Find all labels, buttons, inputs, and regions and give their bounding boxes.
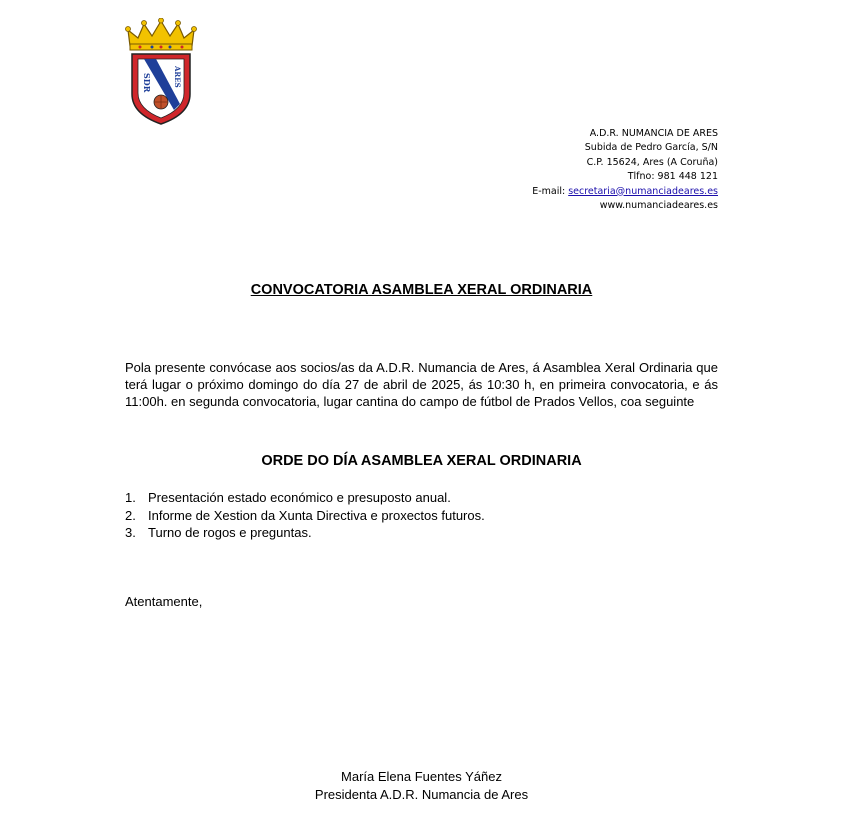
club-address: Subida de Pedro García, S/N: [584, 142, 718, 154]
agenda-list: [125, 489, 485, 542]
shield-icon: [132, 54, 190, 124]
club-postal: C.P. 15624, Ares (A Coruña): [586, 156, 718, 168]
agenda-item: [125, 524, 485, 542]
agenda-item-text: Presentación estado económico e presuposto anual.: [148, 490, 451, 505]
agenda-item-number: 2.: [125, 507, 136, 523]
agenda-title: ORDE DO DÍA ASAMBLEA XERAL ORDINARIA: [261, 453, 582, 469]
agenda-item-text: Turno de rogos e preguntas.: [148, 525, 312, 540]
signature-block: [0, 768, 843, 803]
club-phone: Tlfno: 981 448 121: [627, 171, 718, 183]
closing-text: Atentamente,: [125, 594, 203, 609]
club-website: www.numanciadeares.es: [599, 200, 718, 212]
club-name: A.D.R. NUMANCIA DE ARES: [589, 128, 718, 139]
agenda-item: [125, 507, 485, 525]
signer-role: Presidenta A.D.R. Numancia de Ares: [314, 786, 529, 802]
agenda-item-text: Informe de Xestion da Xunta Directiva e proxectos futuros.: [148, 507, 485, 523]
contact-block: [532, 127, 718, 213]
document-title: CONVOCATORIA ASAMBLEA XERAL ORDINARIA: [250, 282, 593, 298]
crown-icon: [126, 18, 197, 50]
agenda-item-number: 3.: [125, 525, 136, 540]
club-crest-logo: [124, 18, 198, 126]
email-link[interactable]: secretaria@numanciadeares.es: [568, 185, 718, 197]
agenda-item: [125, 489, 485, 507]
signer-name: María Elena Fuentes Yáñez: [341, 769, 502, 784]
intro-paragraph: Pola presente convócase aos socios/as da A.D.R. Numancia de Ares, á Asamblea Xeral Ordinaria que terá lugar o próximo domingo do día 27 de abril de 2025, ás 10:30 h, en primeira convocatoria, e ás 11:00h. en segunda convocatoria, lugar cantina do campo de fútbol de Prados Vellos, coa seguinte: [125, 360, 718, 409]
svg-text:ARES: ARES: [173, 66, 182, 88]
svg-text:SDR: SDR: [142, 73, 152, 93]
email-label: E-mail:: [532, 185, 569, 197]
agenda-item-number: 1.: [125, 490, 136, 505]
club-email-line: [532, 185, 718, 199]
